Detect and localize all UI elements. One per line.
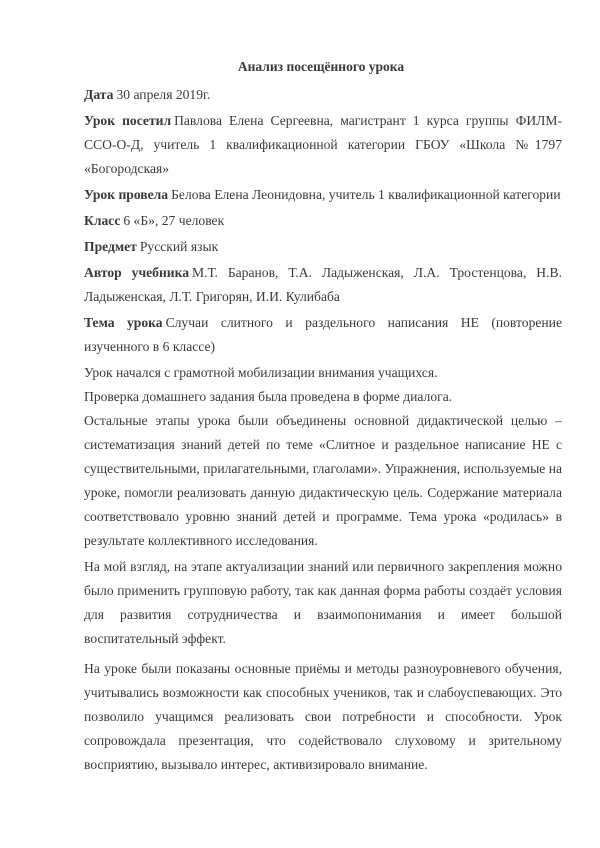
field-label: Тема урока — [84, 315, 163, 330]
field-subject — [84, 235, 562, 259]
field-label: Урок посетил — [84, 113, 172, 128]
field-value: Русский язык — [139, 239, 219, 254]
document-title: Анализ посещённого урока — [237, 59, 405, 74]
field-teacher — [84, 183, 562, 207]
field-value: Павлова Елена Сергеевна, магистрант 1 курса группы ФИЛМ-ССО-О-Д, учитель 1 квалификационной категории ГБОУ «Школа №1797 «Богородская» — [84, 113, 562, 176]
paragraph: Проверка домашнего задания была проведена в форме диалога. — [84, 389, 453, 404]
field-value: М.Т. Баранов, Т.А. Ладыженская, Л.А. Тростенцова, Н.В. Ладыженская, Л.Т. Григорян, И.И. Кулибаба — [84, 265, 562, 304]
paragraph: На уроке были показаны основные приёмы и методы разноуровневого обучения, учитывались возможности как способных учеников, так и слабоуспевающих. Это позволило учащимся реализовать свои потребности и способности. Урок сопровождала презентация, что содействовало слуховому и зрительному восприятию, вызывало интерес, активизировало внимание. — [84, 661, 562, 772]
field-class — [84, 209, 562, 233]
field-visitor — [84, 109, 562, 181]
field-value: Белова Елена Леонидовна, учитель 1 квалификационной категории — [171, 187, 561, 202]
field-label: Класс — [84, 213, 121, 228]
field-value: 6 «Б», 27 человек — [123, 213, 225, 228]
paragraph: Остальные этапы урока были объединены основной дидактической целью – систематизация знаний детей по теме «Слитное и раздельное написание НЕ с существительными, прилагательными, глаголами». Упражнения, используемые на уроке, помогли реализовать данную дидактическую цель. Содержание материала соответствовало уровню знаний детей и программе. Тема урока «родилась» в результате коллективного исследования. — [84, 413, 562, 548]
paragraph: Урок начался с грамотной мобилизации внимания учащихся. — [84, 365, 438, 380]
field-value: Случаи слитного и раздельного написания НЕ (повторение изученного в 6 классе) — [84, 315, 562, 354]
field-label: Дата — [84, 87, 114, 102]
field-label: Автор учебника — [84, 265, 190, 280]
field-value: 30 апреля 2019г. — [116, 87, 211, 102]
field-label: Урок провела — [84, 187, 169, 202]
field-textbook-author — [84, 261, 562, 309]
field-date — [84, 83, 562, 107]
field-label: Предмет — [84, 239, 137, 254]
paragraph: На мой взгляд, на этапе актуализации знаний или первичного закрепления можно было применить групповую работу, так как данная форма работы создаёт условия для развития сотрудничества и взаимопонимания и имеет большой воспитательный эффект. — [84, 559, 562, 646]
field-lesson-topic — [84, 311, 562, 359]
